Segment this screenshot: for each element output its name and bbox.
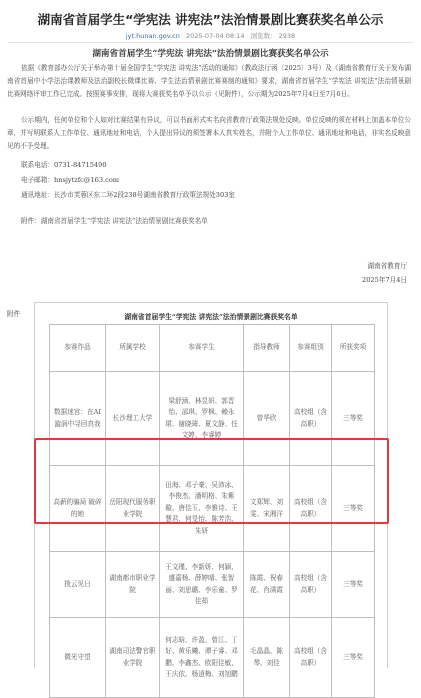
publish-date: 2025-07-04 08:14 — [185, 32, 245, 40]
table-row — [50, 552, 375, 618]
cell-work: 微光守望 — [50, 618, 106, 698]
cell-award: 三等奖 — [332, 372, 375, 466]
cell-students: 田海、邓子豪、吴沛冰、李俊杰、潘明格、朱紫璇、唐佳玉、李雅诗、王慧君、何旻怡、陈芳浩、朱妍 — [160, 466, 244, 552]
cell-award: 三等奖 — [332, 552, 375, 618]
cell-school: 湖南都市职业学院 — [106, 552, 160, 618]
page-title: 湖南省首届学生“学宪法 讲宪法”法治情景剧比赛获奖名单公示 — [37, 12, 384, 27]
table-title: 湖南省首届学生“学宪法 讲宪法”法治情景剧比赛获奖名单 — [124, 313, 298, 321]
views-label: 浏览数： — [250, 32, 277, 40]
table-header-row — [50, 325, 375, 372]
cell-school: 岳阳现代服务职业学院 — [106, 466, 160, 552]
cell-teachers: 曾华欣 — [244, 372, 290, 466]
paragraph-objection: 公示期内，任何单位和个人如对比赛结果有异议，可以书面形式实名向省教育厅政策法规处反映。单位反映的须在材料上加盖本单位公章，并写明联系人工作单位、通讯地址和电话，个人提出异议的须签署本人真实姓名，并附个人工作单位、通讯地址和电话，非实名反映意见的不予受理。 — [7, 116, 411, 150]
cell-group: 高校组（含高职） — [290, 552, 332, 618]
signer: 湖南省教育厅 — [367, 262, 407, 270]
col-header-school: 所属学校 — [106, 325, 160, 372]
cell-students: 梁舒涵、林昱妍、郭晋怡、邵琪、罗枫、賴永珺、谢晓琦、夏文静、任文婷、李睿婷 — [160, 372, 244, 466]
cell-school: 长沙理工大学 — [106, 372, 160, 466]
cell-work: 数据迷宫：在AI漩涡中寻回真我 — [50, 372, 106, 466]
cell-teachers: 文郑辉、刘雯、宋湘洋 — [244, 466, 290, 552]
cell-teachers: 陈霞、祝春花、肖满霞 — [244, 552, 290, 618]
cell-award: 三等奖 — [332, 618, 375, 698]
sign-date: 2025年7月4日 — [362, 276, 407, 284]
cell-school: 湖南司法警官职业学院 — [106, 618, 160, 698]
cell-students: 王文瑾、李新妍、何颖、盛嘉杨、薛婷晴、张智丽、刘思璐、李乐童、罗佳茹 — [160, 552, 244, 618]
cell-work: 高薪的骗局 破碎的她 — [50, 466, 106, 552]
cell-group: 高校组（含高职） — [290, 372, 332, 466]
cell-award: 三等奖 — [332, 466, 375, 552]
col-header-work: 参赛作品 — [50, 325, 106, 372]
contact-email: 电子邮箱：hnsjytzfc@163.com — [21, 176, 120, 184]
contact-phone: 联系电话：0731-84715490 — [21, 161, 107, 169]
col-header-students: 参赛学生 — [160, 325, 244, 372]
col-header-group: 参赛组别 — [290, 325, 332, 372]
cell-group: 高校组（含高职） — [290, 618, 332, 698]
paragraph-basis: 依据《教育部办公厅关于举办第十届全国学生“学宪法 讲宪法”活动的通知》（教政法厅函〔2025〕3号）及《湖南省教育厅关于发布湖南省首届中小学法治课教师及法治副校长微课比赛、学生法治情景剧比赛赛制的通知》要求，湖南省首届学生“学宪法 讲宪法”法治情景剧比赛网络评审工作已完成。按照赛事安排，现将大赛获奖名单予以公示（见附件），公示期为2025年7月4日至7月6日。 — [7, 64, 411, 98]
header-divider — [8, 42, 413, 43]
cell-teachers: 毛晶晶、陈琴、刘佳 — [244, 618, 290, 698]
source-link[interactable]: jyt.hunan.gov.cn — [125, 32, 180, 40]
cell-work: 拨云见日 — [50, 552, 106, 618]
highlight-box — [34, 438, 389, 524]
cell-students: 何志晗、许盈、曾江、丁好、黄乐曦、谭子睿、邓鹏、李鑫杰、欧阳佳敏、王庆依、杨逍梅、刘旭鹏 — [160, 618, 244, 698]
attachment-label: 附件 — [7, 310, 21, 318]
col-header-teachers: 指导教师 — [244, 325, 290, 372]
views-count: 2938 — [278, 32, 296, 40]
contact-address: 通讯地址：长沙市芙蓉区东二环2段238号湖南省教育厅政策法规处303室 — [21, 191, 235, 199]
article-meta — [0, 31, 421, 40]
cell-group: 高校组（含高职） — [290, 466, 332, 552]
attachment-line: 附件：湖南省首届学生“学宪法 讲宪法”法治情景剧比赛获奖名单 — [21, 217, 208, 225]
document-title: 湖南省首届学生“学宪法 讲宪法”法治情景剧比赛获奖名单公示 — [92, 49, 329, 59]
table-row — [50, 618, 375, 698]
col-header-award: 所获奖项 — [332, 325, 375, 372]
